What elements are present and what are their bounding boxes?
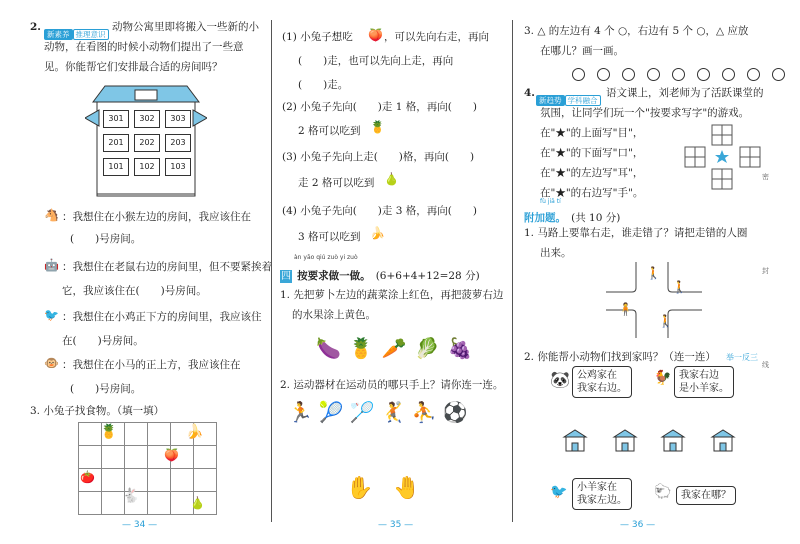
e2-title: 2. 你能帮小动物们找到家吗？（连一连） <box>524 351 716 363</box>
section-number: 四 <box>281 271 291 282</box>
extra-score: (共 10 分) <box>571 212 621 224</box>
badminton-icon: 🏸 <box>349 400 381 424</box>
house-icon[interactable] <box>612 428 638 452</box>
q2-line2: 动物，在看图的时候小动物们提出了一些意 <box>44 41 244 53</box>
writing-grid-drawing <box>684 124 768 190</box>
pear-icon: 🍐 <box>384 172 399 186</box>
r-q4-line2: 氛围，让同学们玩一个"按要求写字"的游戏。 <box>540 107 750 119</box>
vegetables-row <box>316 336 481 360</box>
q2-line3: 见。你能帮它们安排最合适的房间吗？ <box>44 61 223 73</box>
answer1-line2: ( )号房间。 <box>70 233 142 245</box>
circle-row <box>572 66 797 85</box>
grid-cell <box>79 446 102 469</box>
m-line1b: ，可以先向右走，再向 <box>384 31 489 43</box>
runner-icon: 🏃 <box>288 400 319 424</box>
grid-cell <box>125 423 148 446</box>
bubble-3-line2: 我家左边。 <box>577 495 627 506</box>
m-line2: ( )走，也可以先向上走，再向 <box>298 55 454 67</box>
m-line7: 走 2 格可以吃到 <box>298 177 375 189</box>
r-q4-number: 4. <box>524 87 535 99</box>
bird-icon: 🐦 <box>550 484 568 500</box>
q2-badges <box>44 22 109 41</box>
room-102: 102 <box>134 158 160 176</box>
circle-icon <box>772 68 785 81</box>
apartment-building <box>85 82 207 198</box>
seal-char-3: 线 <box>762 361 769 369</box>
room-103: 103 <box>165 158 191 176</box>
tomato-icon: 🍅 <box>80 470 95 484</box>
grid-row <box>79 446 217 469</box>
room-302: 302 <box>134 110 160 128</box>
r-q4-badges <box>536 88 601 107</box>
sheep-icon: 🐑 <box>654 484 672 500</box>
circle-icon <box>722 68 735 81</box>
javelin-icon: 🤾 <box>380 400 412 424</box>
peach-icon: 🍑 <box>368 28 383 42</box>
section-pinyin: àn yāo qiú zuò yi zuò <box>294 254 358 261</box>
grid-cell <box>171 469 194 492</box>
answer2-line1: ：我想住在老鼠右边的房间里，但不要紧挨着 <box>62 261 272 273</box>
answer3-line1: ：我想住在小鸡正下方的房间里，我应该住 <box>62 311 262 323</box>
m-line8: (4) 小兔子先向( )走 3 格，再向( ) <box>282 205 477 217</box>
room-201: 201 <box>103 134 129 152</box>
room-101: 101 <box>103 158 129 176</box>
banana-icon: 🍌 <box>370 226 385 240</box>
r-q4-line1: 语文课上，刘老师为了活跃课堂的 <box>606 87 764 99</box>
robot-icon: 🤖 <box>44 258 59 272</box>
m-line5: 2 格可以吃到 <box>298 125 361 137</box>
q2-number: 2. <box>30 21 41 33</box>
circle-icon <box>747 68 760 81</box>
q2-line1: 动物公寓里即将搬入一些新的小 <box>112 21 259 33</box>
monkey-icon: 🐵 <box>44 356 59 370</box>
m-line9: 3 格可以吃到 <box>298 231 361 243</box>
answer2-line2: 它，我应该住在( )号房间。 <box>62 285 207 297</box>
page-left <box>0 0 270 544</box>
grid-cell <box>148 469 171 492</box>
grid-cell <box>194 446 217 469</box>
page-right <box>514 0 800 544</box>
answer3-line2: 在( )号房间。 <box>62 335 144 347</box>
grid-cell <box>79 492 102 515</box>
grid-cell <box>194 469 217 492</box>
pineapple-icon: 🍍 <box>348 336 382 360</box>
section-title: 按要求做一做。 <box>297 270 371 282</box>
extra-title: 附加题。 <box>524 212 566 224</box>
answer4-line1: ：我想住在小马的正上方，我应该住在 <box>62 359 241 371</box>
seal-char-1: 密 <box>762 173 769 181</box>
section-score: (6+6+4+12=28 分) <box>375 270 480 282</box>
hands-row <box>346 476 441 501</box>
m-q1-line2: 的水果涂上黄色。 <box>292 309 376 321</box>
pear-icon: 🍐 <box>190 496 205 510</box>
pedestrian-icon: 🚶 <box>646 266 661 280</box>
cabbage-icon: 🥬 <box>414 336 448 360</box>
bubble-1-line2: 我家右边。 <box>577 383 627 394</box>
bubble-2-line1: 我家右边 <box>679 370 719 381</box>
badge-interdisciplinary: 学科融合 <box>565 95 601 106</box>
badge-new-literacy: 新素养 <box>44 29 73 40</box>
basketball-icon: ⛹ <box>411 400 443 424</box>
circle-icon <box>572 68 585 81</box>
circle-icon <box>622 68 635 81</box>
circle-icon <box>647 68 660 81</box>
speech-bubble-3 <box>572 478 632 510</box>
grid-row <box>79 469 217 492</box>
rule-3: 在"★"的左边写"耳"， <box>540 167 644 179</box>
crossroads <box>606 262 702 338</box>
m-line4: (2) 小兔子先向( )走 1 格，再向( ) <box>282 101 477 113</box>
right-hand-icon: 🤚 <box>393 476 441 501</box>
pedestrian-icon: 🧍 <box>618 302 633 316</box>
rabbit-icon: 🐇 <box>122 488 140 504</box>
tennis-icon: 🎾 <box>318 400 350 424</box>
house-icon[interactable] <box>710 428 736 452</box>
answer4-line2: ( )号房间。 <box>70 383 142 395</box>
athletes-row <box>288 400 473 424</box>
speech-bubble-1 <box>572 366 632 398</box>
seal-char-2: 封 <box>762 267 769 275</box>
house-icon[interactable] <box>660 428 686 452</box>
horse-icon: 🐴 <box>44 208 59 222</box>
extra-pinyin: fù jiā tí <box>540 198 561 205</box>
circle-icon <box>672 68 685 81</box>
radish-icon: 🥕 <box>381 336 415 360</box>
football-icon: ⚽ <box>442 400 474 424</box>
page-number-35: — 35 — <box>378 520 414 530</box>
m-q1-line1: 1. 先把萝卜左边的蔬菜涂上红色，再把菠萝右边 <box>280 289 504 301</box>
grid-cell <box>148 423 171 446</box>
speech-bubble-4: 我家在哪？ <box>676 486 736 505</box>
extra-header <box>524 206 620 225</box>
bird-icon: 🐦 <box>44 308 59 322</box>
divider-right <box>512 20 513 522</box>
room-202: 202 <box>134 134 160 152</box>
m-line1: (1) 小兔子想吃 <box>282 31 353 43</box>
bubble-2-line2: 是小羊家。 <box>679 383 729 394</box>
e1-line1: 1. 马路上要靠右走，谁走错了？请把走错的人圈 <box>524 227 748 239</box>
room-grid <box>103 110 191 176</box>
banana-icon: 🍌 <box>186 424 204 440</box>
m-line3: ( )走。 <box>298 79 349 91</box>
pedestrian-icon: 🚶 <box>658 314 673 328</box>
e2-tag: 举一反三 <box>726 353 758 362</box>
page-number-34: — 34 — <box>122 520 158 530</box>
pineapple-icon: 🍍 <box>370 120 385 134</box>
room-303: 303 <box>165 110 191 128</box>
rule-1: 在"★"的上面写"目"， <box>540 127 644 139</box>
house-icon[interactable] <box>562 428 588 452</box>
grid-cell <box>148 492 171 515</box>
pedestrian-icon: 🚶 <box>672 280 687 294</box>
answer1-line1: ：我想住在小猴左边的房间，我应该住在 <box>62 211 251 223</box>
panda-icon: 🐼 <box>550 370 570 389</box>
eggplant-icon: 🍆 <box>316 336 349 360</box>
room-301: 301 <box>103 110 129 128</box>
grid-cell <box>79 423 102 446</box>
badge-new-trend: 新趋势 <box>536 95 565 106</box>
page-number-36: — 36 — <box>620 520 656 530</box>
section-four-header <box>280 264 480 283</box>
r-q3-line1: 3. △ 的左边有 4 个 ○，右边有 5 个 ○，△ 应放 <box>524 25 749 37</box>
circle-icon <box>697 68 710 81</box>
rule-2: 在"★"的下面写"口"， <box>540 147 644 159</box>
circle-icon <box>597 68 610 81</box>
grape-icon: 🍇 <box>447 336 481 360</box>
rule-4: 在"★"的右边写"手"。 <box>540 187 644 199</box>
m-q2: 2. 运动器材在运动员的哪只手上？请你连一连。 <box>280 379 504 391</box>
peach-icon: 🍑 <box>164 448 179 462</box>
rooster-icon: 🐓 <box>654 370 672 386</box>
q3-title: 3. 小兔子找食物。（填一填） <box>30 405 165 417</box>
e1-line2: 出来。 <box>540 247 572 259</box>
speech-bubble-2 <box>674 366 734 398</box>
room-203: 203 <box>165 134 191 152</box>
r-q3-line2: 在哪儿？画一画。 <box>540 45 624 57</box>
pineapple-icon: 🍍 <box>100 424 118 440</box>
bubble-3-line1: 小羊家在 <box>577 482 617 493</box>
grid-cell <box>125 446 148 469</box>
left-hand-icon: ✋ <box>346 476 394 501</box>
bubble-1-line1: 公鸡家在 <box>577 370 617 381</box>
grid-cell <box>102 446 125 469</box>
badge-reasoning: 推理意识 <box>73 29 109 40</box>
m-line6: (3) 小兔子先向上走( )格，再向( ) <box>282 151 475 163</box>
page-middle <box>272 0 512 544</box>
writing-grid <box>684 124 768 190</box>
